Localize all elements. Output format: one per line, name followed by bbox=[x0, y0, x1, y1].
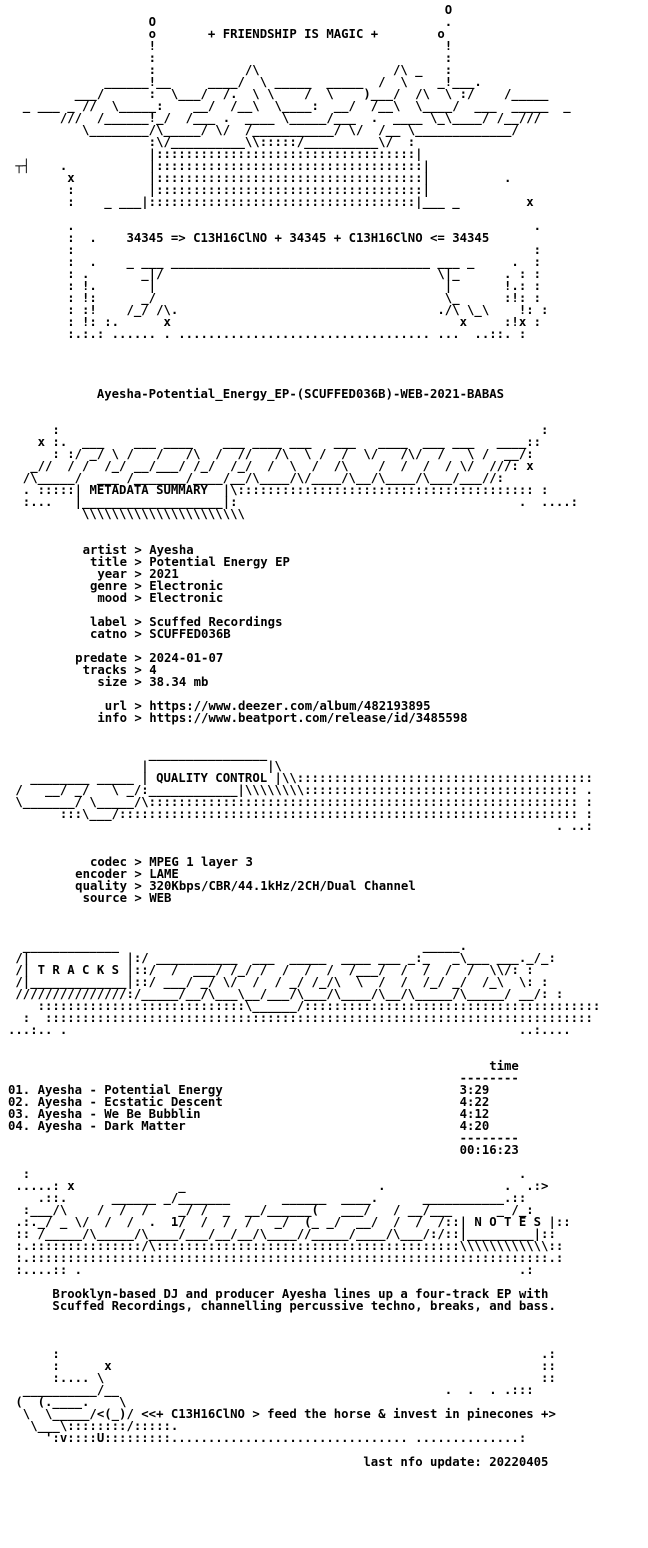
banner-art-line: : :/ _/ \ / / /\ / // /\ \ / / \/ /\/ / \ / __/: bbox=[8, 447, 534, 461]
banner-art-line: ________________ bbox=[8, 747, 268, 761]
release-name-row bbox=[8, 388, 644, 400]
banner-art-line: \\\\\\\\\\\\\\\\\\\\\\ bbox=[8, 507, 245, 521]
beatport-link[interactable]: https://www.beatport.com/release/id/3485598 bbox=[149, 711, 468, 725]
banner-art-line: _____________ _____. bbox=[8, 939, 468, 953]
quality-field-encoder: encoder > LAME bbox=[75, 867, 179, 881]
metadata-field-size: size > 38.34 mb bbox=[97, 675, 209, 689]
notes-banner bbox=[8, 1168, 644, 1276]
header-art-line: : : bbox=[8, 51, 453, 65]
formula-text: 34345 => C13H16ClNO + 34345 + C13H16ClNO <= 34345 bbox=[126, 231, 490, 245]
footer-art-line: __________/__ . . . .::: bbox=[8, 1383, 534, 1397]
header-banner bbox=[8, 4, 644, 340]
banner-art-line: /|_____________|::/ ___/ _/ \/ / / _/ /_/\ \ / / /_/ _/ /_\ \: : bbox=[8, 975, 549, 989]
metadata-field-mood: mood > Electronic bbox=[97, 591, 224, 605]
quality-section-title: QUALITY CONTROL bbox=[156, 771, 268, 785]
metadata-field-url: url > https://www.deezer.com/album/482193895 bbox=[104, 699, 431, 713]
last-update-row bbox=[8, 1456, 644, 1468]
banner-art-line: : :::::::::::::::::::::::::::::::::::::::::::::::::::::::::::::::::::::::::: bbox=[8, 1011, 593, 1025]
footer-slogan-row: \ \_____/<(_)/ <<+ C13H16ClNO > feed the horse & invest in pinecones +> bbox=[8, 1407, 556, 1421]
metadata-title-row: . :::::| METADATA SUMMARY |\:::::::::::::::::::::::::::::::::::::::: : bbox=[8, 483, 549, 497]
header-art-line: : !. | | !.: : bbox=[8, 279, 542, 293]
header-art-line: :\/__________\\:::::/__________\/ : bbox=[8, 135, 416, 149]
notes-line: Scuffed Recordings, channelling percussive techno, breaks, and bass. bbox=[52, 1299, 556, 1313]
header-art-line: _ ___ _ // \_____: __/ /__\ \____: __/ /__\ \____/ ___ _____ _ bbox=[8, 99, 571, 113]
metadata-field-predate: predate > 2024-01-07 bbox=[75, 651, 224, 665]
notes-title-row: .:._/ _ \/ / / . 1/ / / / _/ (_ _/ __/ / / /::| N O T E S |:: bbox=[8, 1215, 571, 1229]
banner-art-line: ::::::::::::::::::::::::::::\______/:::::::::::::::::::::::::::::::::::::::: bbox=[8, 999, 601, 1013]
metadata-field-year: year > 2021 bbox=[97, 567, 179, 581]
banner-art-line: . ..: bbox=[8, 819, 593, 833]
notes-text bbox=[8, 1288, 644, 1312]
header-tagline-row: o + FRIENDSHIP IS MAGIC + o bbox=[8, 27, 445, 41]
track-row: 02. Ayesha - Ecstatic Descent 4:22 bbox=[8, 1095, 490, 1109]
banner-art-line: /| |:/ ___________ ___ _____ ____ ___ _:_ _\___ ___._/_: bbox=[8, 951, 556, 965]
track-list-rule: -------- bbox=[459, 1071, 519, 1085]
footer-art-line: : x :: bbox=[8, 1359, 556, 1373]
quality-field-codec: codec > MPEG 1 layer 3 bbox=[89, 855, 253, 869]
banner-art-line: :.:::::::::::::::/\:::::::::::::::::::::::::::::::::::::::::\\\\\\\\\\\\:: bbox=[8, 1239, 564, 1253]
footer-art bbox=[8, 1348, 644, 1468]
notes-section-title: N O T E S bbox=[474, 1215, 542, 1229]
tracks-banner bbox=[8, 940, 644, 1036]
track-row: 03. Ayesha - We Be Bubblin 4:12 bbox=[8, 1107, 490, 1121]
metadata-banner bbox=[8, 424, 644, 520]
nfo-document bbox=[8, 4, 644, 1468]
footer-art-line: ( (.____. \ bbox=[8, 1395, 127, 1409]
banner-art-line: / __/ _/ \ _/:____________|\\\\\\\\::::::::::::::::::::::::::::::::::::: . bbox=[8, 783, 593, 797]
header-art-line: : _ ___|::::::::::::::::::::::::::::::::::::|___ _ x bbox=[8, 195, 534, 209]
header-art-line: /// /______!_/ /___ . ____ \_____/___ . ____ \_\____/ /__/// bbox=[8, 111, 542, 125]
deezer-link[interactable]: https://www.deezer.com/album/482193895 bbox=[149, 699, 431, 713]
metadata-field-info: info > https://www.beatport.com/release/id/3485598 bbox=[97, 711, 468, 725]
header-art-line: : !: :. x x :!x : bbox=[8, 315, 542, 329]
footer-art-line: \___\::::::::/:::::. bbox=[8, 1419, 179, 1433]
banner-art-line: /\_____/ ___ /_______/____/__/\____/\/____/\__/\____/\___/___//: bbox=[8, 471, 505, 485]
banner-art-line: : : bbox=[8, 423, 549, 437]
header-art-line: x |::::::::::::::::::::::::::::::::::::| . bbox=[8, 171, 512, 185]
header-art-line: : !: _/ \_ :!: : bbox=[8, 291, 542, 305]
notes-line: Brooklyn-based DJ and producer Ayesha lines up a four-track EP with bbox=[52, 1287, 549, 1301]
header-tagline: + FRIENDSHIP IS MAGIC + bbox=[207, 27, 379, 41]
header-art-line: ___/ : \___/ /. \ \ / \ )___/ /\ \ :/ /_____ bbox=[8, 87, 549, 101]
banner-art-line: ///////////////:/_____/__/\___\__/___/\___/\____/\__/\_____/\_____/ __/: : bbox=[8, 987, 564, 1001]
header-art-line: O . bbox=[8, 15, 453, 29]
banner-art-line: :: /_____/\_____/\____/___/__/__/\____//_____/____/\___/:/::|_________|:: bbox=[8, 1227, 556, 1241]
header-art-line: O bbox=[8, 3, 453, 17]
header-art-line: : . _|/ \|_ . : : bbox=[8, 267, 542, 281]
footer-art-line: :.... \ :: bbox=[8, 1371, 556, 1385]
header-art-line: : /\ /\ _ : bbox=[8, 63, 453, 77]
banner-art-line: :....:: . .: bbox=[8, 1263, 534, 1277]
banner-art-line: .....: x _ . . .:> bbox=[8, 1179, 549, 1193]
quality-field-source: source > WEB bbox=[82, 891, 172, 905]
banner-art-line: :.::::::::::::::::::::::::::::::::::::::::::::::::::::::::::::::::::::::.: bbox=[8, 1251, 564, 1265]
track-row: 01. Ayesha - Potential Energy 3:29 bbox=[8, 1083, 490, 1097]
metadata-field-artist: artist > Ayesha bbox=[82, 543, 194, 557]
quality-fields bbox=[8, 856, 644, 904]
metadata-field-genre: genre > Electronic bbox=[89, 579, 224, 593]
banner-art-line: .::. ______ _/_______ ______ ____. ___________.:: bbox=[8, 1191, 527, 1205]
header-art-line: : . _ ___ ___________________________________ ___ _ . : bbox=[8, 255, 542, 269]
track-list bbox=[8, 1060, 644, 1156]
track-list-rule: -------- bbox=[459, 1131, 519, 1145]
track-row: 04. Ayesha - Dark Matter 4:20 bbox=[8, 1119, 490, 1133]
header-art-line: . . bbox=[8, 219, 542, 233]
banner-art-line: | |\ bbox=[8, 759, 282, 773]
time-column-header: time bbox=[489, 1059, 519, 1073]
header-art-line: : : bbox=[8, 243, 542, 257]
banner-art-line: \_______/ \_____/\:::::::::::::::::::::::::::::::::::::::::::::::::::::::::: : bbox=[8, 795, 593, 809]
banner-art-line: ...:.. . ..:.... bbox=[8, 1023, 571, 1037]
banner-art-line: :::\___/:::::::::::::::::::::::::::::::::::::::::::::::::::::::::::::: : bbox=[8, 807, 593, 821]
metadata-fields bbox=[8, 544, 644, 724]
banner-art-line: : . bbox=[8, 1167, 527, 1181]
footer-slogan: <<+ C13H16ClNO > feed the horse & invest in pinecones +> bbox=[141, 1407, 556, 1421]
metadata-field-label: label > Scuffed Recordings bbox=[89, 615, 283, 629]
total-time: 00:16:23 bbox=[459, 1143, 519, 1157]
metadata-field-tracks: tracks > 4 bbox=[82, 663, 157, 677]
header-art-line: ______!__ ____/ \ _____ _____ / \ _!___. bbox=[8, 75, 482, 89]
banner-art-line: _// / / /_/ __/___/ /_/ /_/ / \ / /\ / / / / \/ ///: x bbox=[8, 459, 534, 473]
metadata-field-catno: catno > SCUFFED036B bbox=[89, 627, 231, 641]
banner-art-line: :... |___________________|: . ....: bbox=[8, 495, 579, 509]
tracks-section-title: T R A C K S bbox=[37, 963, 120, 977]
track-total-row bbox=[8, 1144, 644, 1156]
header-art-line: ! ! bbox=[8, 39, 453, 53]
header-art-line: ┬┤ . |::::::::::::::::::::::::::::::::::::| bbox=[8, 159, 430, 173]
header-art-line: :.:.: ...... . .................................. ... ..::. : bbox=[8, 327, 527, 341]
header-art-line: |:::::::::::::::::::::::::::::::::::| bbox=[8, 147, 423, 161]
metadata-section-title: METADATA SUMMARY bbox=[89, 483, 208, 497]
footer-art-line: : .: bbox=[8, 1347, 556, 1361]
header-art-line: : :! /_/ /\. ./\ \_\ !: : bbox=[8, 303, 549, 317]
quality-banner bbox=[8, 748, 644, 832]
banner-art-line: x :. ___ ___ ____ ___ ____ ___ ___ ____ ___ ___ ____:: bbox=[8, 435, 542, 449]
banner-art-line: :___/\ / / / _/ / _ __/______( ___/ / __/___ _ /_: bbox=[8, 1203, 534, 1217]
quality-field-quality: quality > 320Kbps/CBR/44.1kHz/2CH/Dual Channel bbox=[75, 879, 416, 893]
release-name: Ayesha-Potential_Energy_EP-(SCUFFED036B)-WEB-2021-BABAS bbox=[96, 387, 505, 401]
metadata-field-title: title > Potential Energy EP bbox=[89, 555, 290, 569]
tracks-title-row: /| T R A C K S |::/ / ___/ /_/ / / / / /___/ / / / / \\/: : bbox=[8, 963, 534, 977]
header-art-line: \________/\_____/ \/ /___________/ \/ /__ \_____________/ bbox=[8, 123, 519, 137]
formula-row: : . 34345 => C13H16ClNO + 34345 + C13H16ClNO <= 34345 bbox=[8, 231, 490, 245]
last-update: last nfo update: 20220405 bbox=[363, 1455, 549, 1469]
header-art-line: : |::::::::::::::::::::::::::::::::::::| bbox=[8, 183, 430, 197]
footer-art-line: ':v::::U:::::::::................................ ..............: bbox=[8, 1431, 527, 1445]
quality-title-row: ________ _____ | QUALITY CONTROL |\\:::::::::::::::::::::::::::::::::::::::: bbox=[8, 771, 593, 785]
